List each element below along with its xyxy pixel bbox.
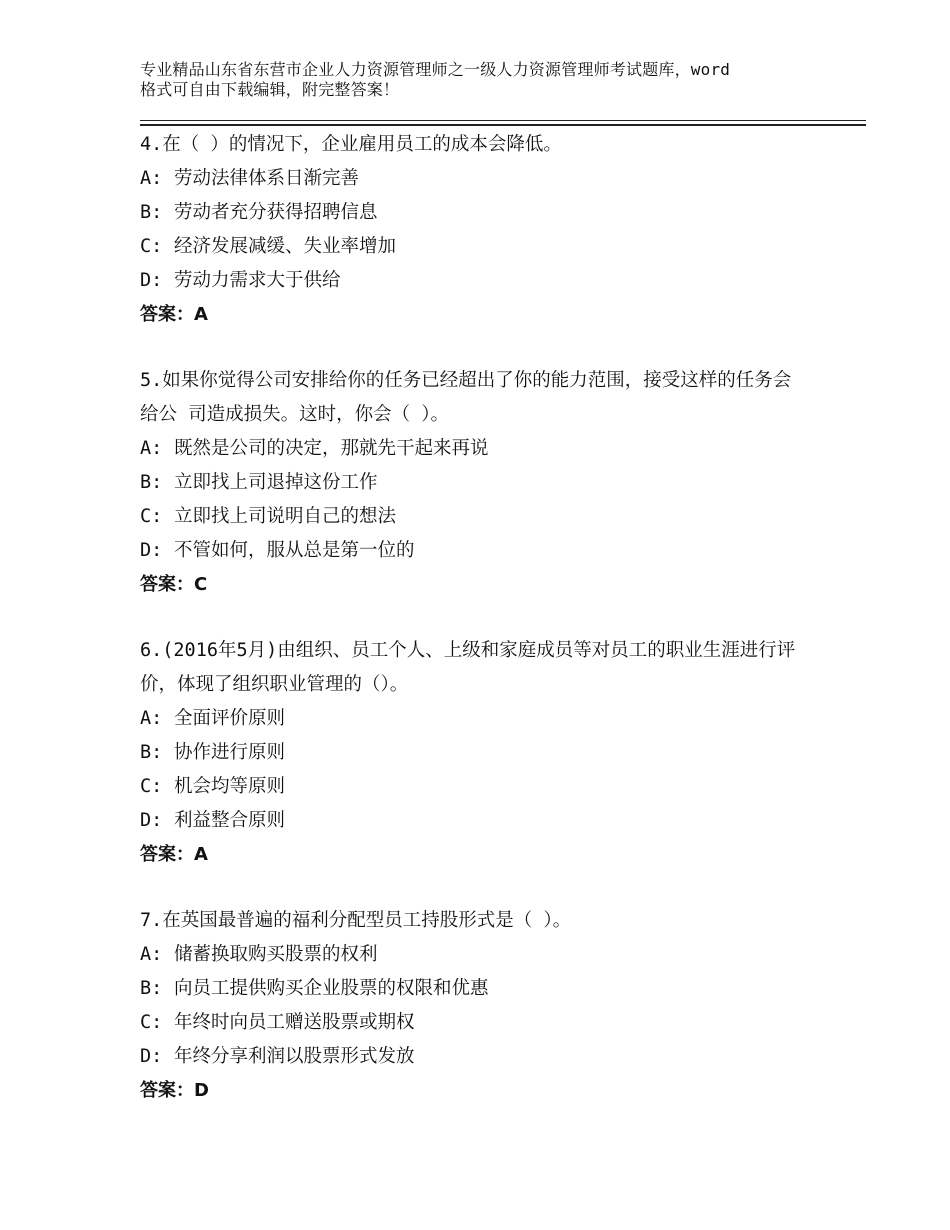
question-7	[140, 904, 860, 1108]
question-5	[140, 364, 860, 602]
option-key: A:	[140, 168, 163, 189]
option-text: 协作进行原则	[174, 742, 286, 763]
answer-line: 答案：C	[140, 574, 208, 595]
option-text: 经济发展减缓、失业率增加	[174, 236, 397, 257]
option-text: 立即找上司说明自己的想法	[174, 506, 397, 527]
option-b	[140, 466, 860, 500]
question-stem: 7.在英国最普遍的福利分配型员工持股形式是（ ）。	[140, 910, 572, 931]
option-key: C:	[140, 506, 163, 527]
option-key: C:	[140, 1012, 163, 1033]
option-a	[140, 702, 860, 736]
option-text: 年终分享利润以股票形式发放	[174, 1046, 415, 1067]
question-stem: 4.在（ ）的情况下，企业雇用员工的成本会降低。	[140, 134, 562, 155]
question-list	[140, 128, 860, 1140]
document-header	[140, 60, 840, 100]
option-key: A:	[140, 438, 163, 459]
option-c	[140, 500, 860, 534]
option-text: 全面评价原则	[174, 708, 286, 729]
header-divider-thick	[140, 124, 866, 126]
option-key: C:	[140, 776, 163, 797]
option-text: 劳动者充分获得招聘信息	[174, 202, 378, 223]
option-b	[140, 972, 860, 1006]
option-text: 不管如何，服从总是第一位的	[174, 540, 415, 561]
option-key: B:	[140, 202, 163, 223]
option-key: B:	[140, 742, 163, 763]
answer-line: 答案：A	[140, 304, 208, 325]
option-b	[140, 196, 860, 230]
option-text: 向员工提供购买企业股票的权限和优惠	[174, 978, 489, 999]
option-text: 劳动法律体系日渐完善	[174, 168, 360, 189]
option-key: D:	[140, 810, 163, 831]
option-b	[140, 736, 860, 770]
option-key: C:	[140, 236, 163, 257]
option-text: 劳动力需求大于供给	[174, 270, 341, 291]
option-text: 机会均等原则	[174, 776, 286, 797]
option-key: D:	[140, 540, 163, 561]
option-a	[140, 938, 860, 972]
option-a	[140, 162, 860, 196]
option-text: 储蓄换取购买股票的权利	[174, 944, 378, 965]
option-c	[140, 770, 860, 804]
option-text: 立即找上司退掉这份工作	[174, 472, 378, 493]
option-key: D:	[140, 270, 163, 291]
option-text: 既然是公司的决定，那就先干起来再说	[174, 438, 489, 459]
option-text: 利益整合原则	[174, 810, 286, 831]
option-key: D:	[140, 1046, 163, 1067]
question-4	[140, 128, 860, 332]
answer-line: 答案：D	[140, 1080, 209, 1101]
option-a	[140, 432, 860, 466]
header-line-1: 专业精品山东省东营市企业人力资源管理师之一级人力资源管理师考试题库，word	[140, 60, 731, 79]
option-c	[140, 230, 860, 264]
question-stem: 6.(2016年5月)由组织、员工个人、上级和家庭成员等对员工的职业生涯进行评价，体现了组织职业管理的（）。	[140, 640, 796, 695]
header-divider-thin	[140, 120, 866, 121]
header-line-2: 格式可自由下载编辑，附完整答案！	[140, 80, 400, 99]
option-text: 年终时向员工赠送股票或期权	[174, 1012, 415, 1033]
option-d	[140, 1040, 860, 1074]
option-key: A:	[140, 708, 163, 729]
option-d	[140, 264, 860, 298]
option-c	[140, 1006, 860, 1040]
option-key: B:	[140, 978, 163, 999]
question-6	[140, 634, 860, 872]
option-key: A:	[140, 944, 163, 965]
answer-line: 答案：A	[140, 844, 208, 865]
option-d	[140, 534, 860, 568]
option-key: B:	[140, 472, 163, 493]
question-stem: 5.如果你觉得公司安排给你的任务已经超出了你的能力范围，接受这样的任务会给公 司造成损失。这时，你会（ ）。	[140, 370, 792, 425]
option-d	[140, 804, 860, 838]
